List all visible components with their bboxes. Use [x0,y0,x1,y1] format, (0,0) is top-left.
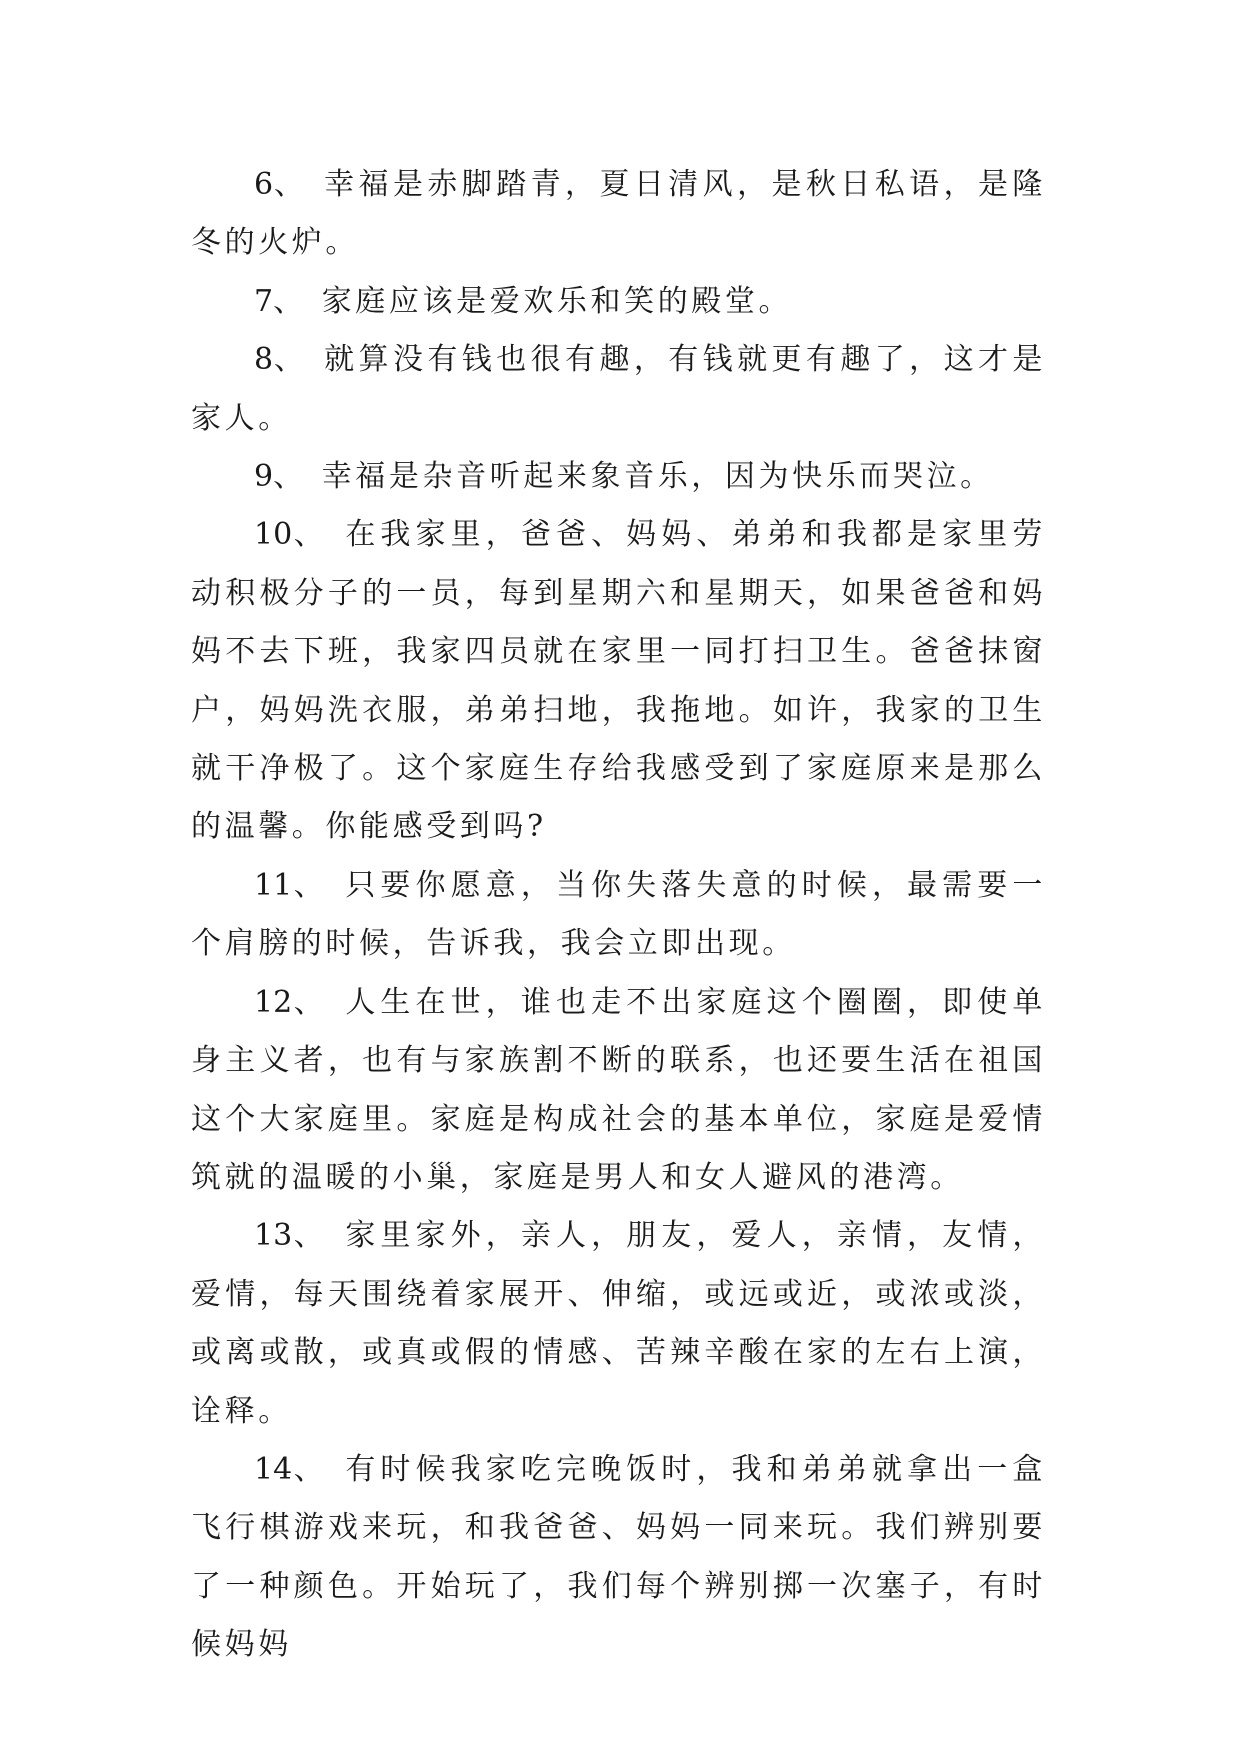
item-text: 家庭应该是爱欢乐和笑的殿堂。 [321,283,793,319]
item-number: 9、 [254,459,289,495]
item-text: 幸福是杂音听起来象音乐，因为快乐而哭泣。 [321,459,994,495]
item-text: 人生在世，谁也走不出家庭这个圈圈，即使单身主义者，也有与家族割不断的联系，也还要生活在祖国这个大家庭里。家庭是构成社会的基本单位，家庭是爱情筑就的温暖的小巢，家庭是男人和女人避风的港湾。 [191,984,1046,1195]
list-item [191,506,1046,856]
document-body [191,156,1046,1675]
item-number: 7、 [254,283,289,319]
item-number: 11、 [254,867,311,903]
item-number: 10、 [254,517,311,553]
item-text: 幸福是赤脚踏青，夏日清风，是秋日私语，是隆冬的火炉。 [191,167,1046,261]
list-item [191,331,1046,448]
list-item [191,448,1046,506]
list-item [191,156,1046,273]
item-number: 6、 [254,167,290,202]
item-text: 只要你愿意，当你失落失意的时候，最需要一个肩膀的时候，告诉我，我会立即出现。 [191,867,1046,962]
list-item [191,974,1046,1208]
list-item [191,273,1046,331]
item-number: 13、 [254,1218,311,1254]
list-item [191,1441,1046,1675]
item-number: 12、 [254,984,311,1020]
list-item [191,857,1046,974]
item-text: 就算没有钱也很有趣，有钱就更有趣了，这才是家人。 [191,342,1046,436]
item-text: 有时候我家吃完晚饭时，我和弟弟就拿出一盒飞行棋游戏来玩，和我爸爸、妈妈一同来玩。我们辨别要了一种颜色。开始玩了，我们每个辨别掷一次塞子，有时候妈妈 [191,1451,1046,1663]
item-text: 在我家里，爸爸、妈妈、弟弟和我都是家里劳动积极分子的一员，每到星期六和星期天，如果爸爸和妈妈不去下班，我家四员就在家里一同打扫卫生。爸爸抹窗户，妈妈洗衣服，弟弟扫地，我拖地。如许，我家的卫生就干净极了。这个家庭生存给我感受到了家庭原来是那么的温馨。你能感受到吗? [191,517,1046,845]
item-number: 14、 [254,1451,311,1487]
item-text: 家里家外，亲人，朋友，爱人，亲情，友情，爱情，每天围绕着家展开、伸缩，或远或近，或浓或淡，或离或散，或真或假的情感、苦辣辛酸在家的左右上演，诠释。 [191,1218,1046,1429]
list-item [191,1207,1046,1441]
item-number: 8、 [254,342,290,378]
